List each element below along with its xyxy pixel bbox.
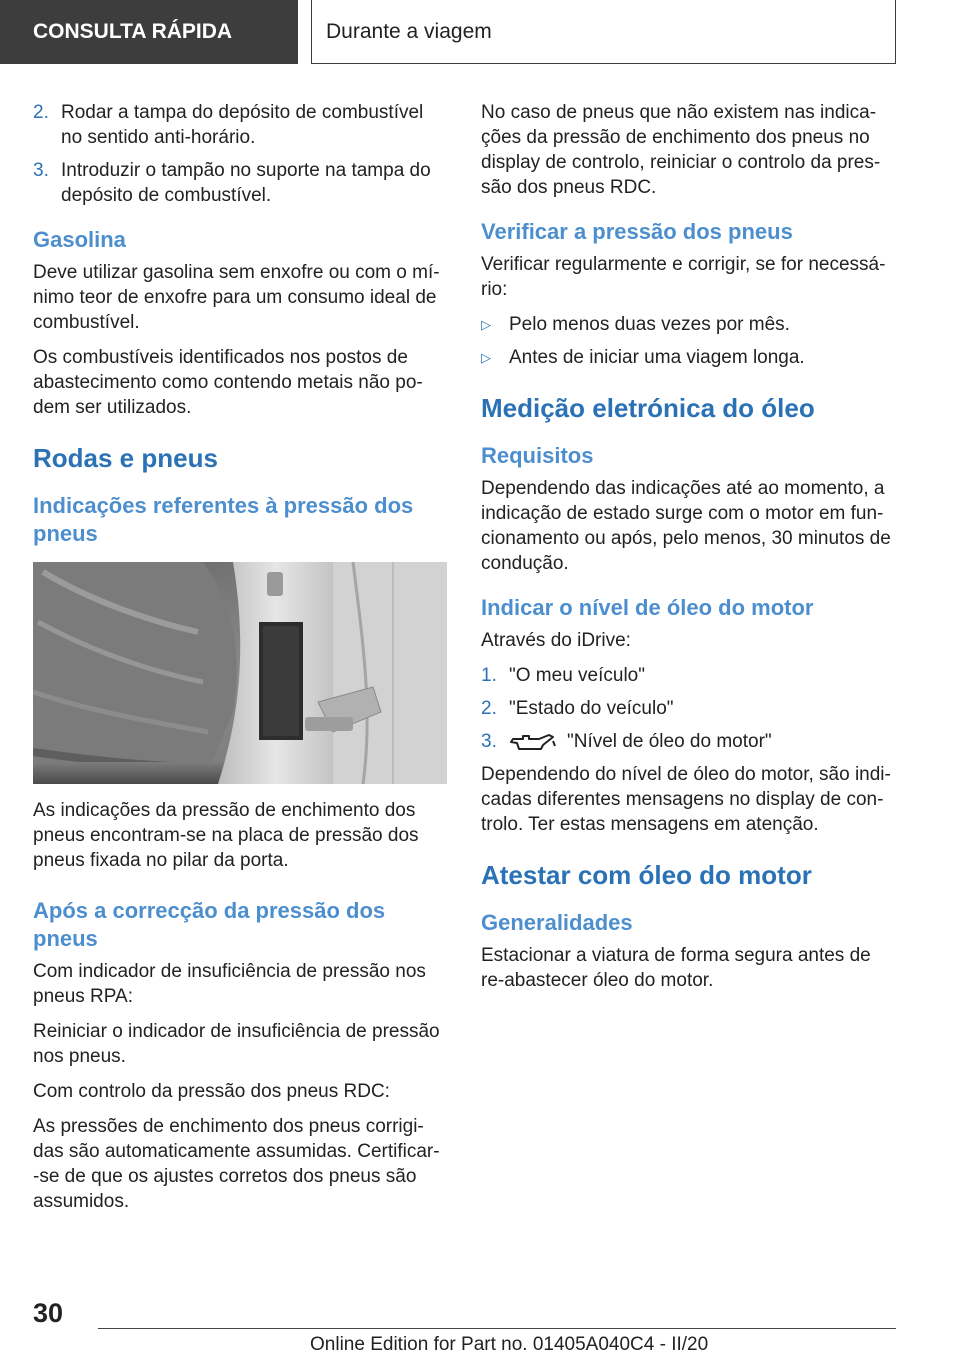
paragraph: Dependendo das indicações até ao momento, a indicação de estado surge com o motor em fun-cionamento ou após, pelo menos, 30 minutos de condução. (481, 478, 891, 574)
paragraph: Com controlo da pressão dos pneus RDC: (33, 1081, 390, 1102)
heading-indicar-nivel: Indicar o nível de óleo do motor (481, 595, 814, 620)
bullet-text: Pelo menos duas vezes por mês. (509, 314, 790, 335)
heading-generalidades: Generalidades (481, 910, 633, 935)
heading-verificar-pressao: Verificar a pressão dos pneus (481, 219, 793, 244)
heading-indicacoes: Indicações referentes à pressão dos pneus (33, 493, 414, 546)
paragraph: No caso de pneus que não existem nas indica-ções da pressão de enchimento dos pneus no display de controlo, reiniciar o controlo da pres-são dos pneus RDC. (481, 102, 881, 198)
page-number: 30 (33, 1298, 64, 1328)
bullet-text: Antes de iniciar uma viagem longa. (509, 347, 805, 368)
oil-can-icon (509, 731, 557, 753)
step-number: 1. (481, 665, 497, 686)
step-text: Introduzir o tampão no suporte na tampa do depósito de combustível. (61, 160, 431, 206)
list-item (481, 729, 897, 754)
heading-gasolina: Gasolina (33, 227, 126, 252)
step-text: Rodar a tampa do depósito de combustível no sentido anti-horário. (61, 102, 424, 148)
step-text: "Estado do veículo" (509, 698, 674, 719)
page-header (0, 0, 960, 66)
left-column (33, 100, 445, 1224)
heading-requisitos: Requisitos (481, 443, 594, 468)
chapter-title: Durante a viagem (311, 0, 896, 64)
step-number: 3. (481, 731, 497, 752)
list-item (481, 312, 897, 337)
footer-divider (98, 1328, 896, 1329)
heading-rodas-pneus: Rodas e pneus (33, 443, 218, 473)
paragraph: As pressões de enchimento dos pneus corrigi-das são automaticamente assumidas. Certificar--se de que os ajustes corretos dos pneus são assumidos. (33, 1116, 440, 1212)
paragraph: Reiniciar o indicador de insuficiência de pressão nos pneus. (33, 1021, 440, 1067)
list-item (481, 345, 897, 370)
list-item (481, 663, 897, 688)
photo-caption: As indicações da pressão de enchimento dos pneus encontram-se na placa de pressão dos pneus fixada no pilar da porta. (33, 800, 419, 871)
paragraph: Através do iDrive: (481, 630, 631, 651)
door-pillar-photo (33, 562, 447, 784)
triangle-bullet-icon: ▷ (481, 317, 491, 332)
paragraph: Com indicador de insuficiência de pressão nos pneus RPA: (33, 961, 426, 1007)
step-text: "O meu veículo" (509, 665, 645, 686)
list-item (33, 158, 445, 208)
paragraph: Deve utilizar gasolina sem enxofre ou com o mí-nimo teor de enxofre para um consumo ideal de combustível. (33, 262, 440, 333)
step-text: "Nível de óleo do motor" (567, 731, 772, 752)
edition-text: Online Edition for Part no. 01405A040C4 - II/20 (310, 1334, 709, 1355)
heading-atestar-oleo: Atestar com óleo do motor (481, 860, 812, 890)
step-number: 2. (33, 102, 49, 123)
paragraph: Verificar regularmente e corrigir, se for necessá-rio: (481, 254, 886, 300)
step-number: 3. (33, 160, 49, 181)
paragraph: Dependendo do nível de óleo do motor, são indi-cadas diferentes mensagens no display de con-trolo. Ter estas mensagens em atenção. (481, 764, 891, 835)
section-tab: CONSULTA RÁPIDA (0, 0, 298, 64)
list-item (481, 696, 897, 721)
paragraph: Estacionar a viatura de forma segura antes de re-abastecer óleo do motor. (481, 945, 871, 991)
heading-apos-correccao: Após a correcção da pressão dos pneus (33, 898, 386, 951)
paragraph: Os combustíveis identificados nos postos de abastecimento como contendo metais não po-dem ser utilizados. (33, 347, 423, 418)
triangle-bullet-icon: ▷ (481, 350, 491, 365)
right-column (481, 100, 897, 1003)
list-item (33, 100, 445, 150)
step-number: 2. (481, 698, 497, 719)
heading-medicao-oleo: Medição eletrónica do óleo (481, 393, 815, 423)
